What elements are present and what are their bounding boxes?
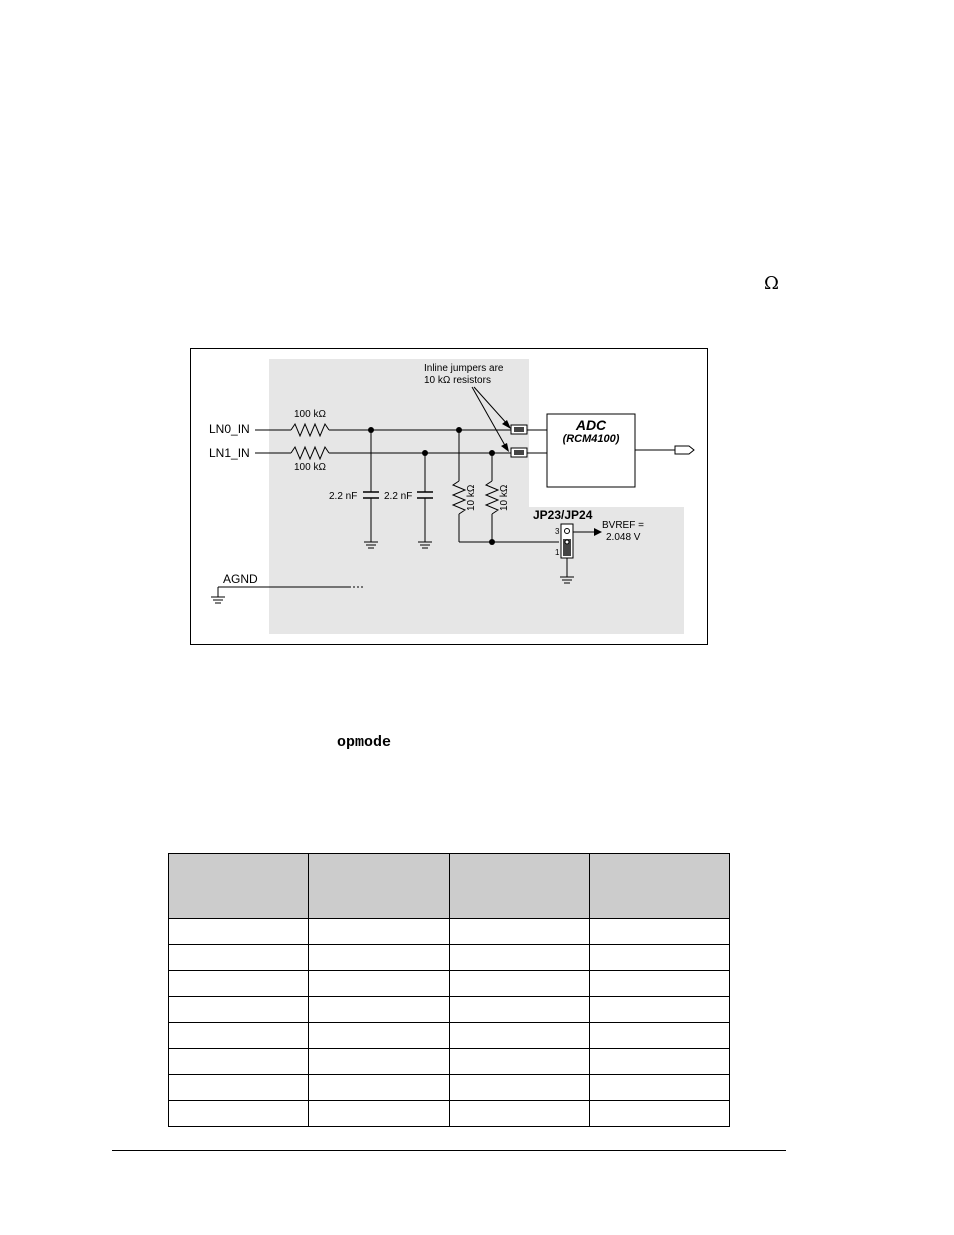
table-row [169, 1101, 730, 1127]
cap1-label: 2.2 nF [329, 491, 358, 502]
table-cell [589, 1023, 729, 1049]
table-cell [169, 1101, 309, 1127]
table-cell [589, 945, 729, 971]
table-cell [309, 997, 449, 1023]
table-cell [169, 997, 309, 1023]
table-cell [309, 1023, 449, 1049]
header-pin-2 [565, 540, 569, 544]
cap2-label: 2.2 nF [384, 491, 413, 502]
table-row [169, 1023, 730, 1049]
table-row [169, 971, 730, 997]
inline-jumper-ln1-shunt [514, 450, 524, 455]
table-cell [169, 919, 309, 945]
circuit-diagram [191, 349, 709, 646]
ln0-in-label: LN0_IN [209, 422, 250, 436]
table-header-cell [169, 854, 309, 919]
footer-rule [112, 1150, 786, 1151]
table-header-cell [449, 854, 589, 919]
table-row [169, 919, 730, 945]
resistor-ln1-label: 100 kΩ [294, 462, 326, 473]
bvref-label-line1: BVREF = [602, 520, 644, 531]
junction-dot [489, 539, 495, 545]
table-cell [589, 971, 729, 997]
adc-output-connector [675, 446, 694, 454]
bvref-label-line2: 2.048 V [606, 532, 641, 543]
table-cell [309, 971, 449, 997]
ln1-in-label: LN1_IN [209, 446, 250, 460]
table-cell [449, 1049, 589, 1075]
table-cell [309, 1101, 449, 1127]
table-cell [589, 1075, 729, 1101]
adc-title: ADC [575, 417, 607, 433]
adc-circuit-figure [190, 348, 708, 645]
table-cell [589, 1101, 729, 1127]
header-pin-3 [565, 529, 570, 534]
table-cell [309, 919, 449, 945]
table-cell [449, 971, 589, 997]
opmode-table [168, 853, 730, 1127]
table-row [169, 945, 730, 971]
table-cell [309, 1049, 449, 1075]
table-cell [449, 997, 589, 1023]
table-cell [449, 919, 589, 945]
table-cell [169, 971, 309, 997]
agnd-label: AGND [223, 572, 258, 586]
opmode-code-term: opmode [337, 734, 392, 751]
table-cell [449, 945, 589, 971]
table-header-cell [589, 854, 729, 919]
pin-1-label: 1 [555, 548, 560, 557]
jumper-note-line1: Inline jumpers are [424, 363, 504, 374]
omega-symbol: Ω [764, 273, 779, 294]
jumper-header-label: JP23/JP24 [533, 508, 593, 522]
jumper-note-line2: 10 kΩ resistors [424, 375, 491, 386]
table-row [169, 1075, 730, 1101]
table-cell [309, 1075, 449, 1101]
table-cell [169, 1075, 309, 1101]
table-cell [589, 997, 729, 1023]
table-cell [169, 1023, 309, 1049]
table-cell [169, 945, 309, 971]
table-header-row [169, 854, 730, 919]
table-header-cell [309, 854, 449, 919]
inline-jumper-ln0-shunt [514, 427, 524, 432]
resistor-ln0-label: 100 kΩ [294, 409, 326, 420]
table-cell [449, 1023, 589, 1049]
table-cell [309, 945, 449, 971]
ground-symbol [211, 597, 225, 603]
adc-subtitle: (RCM4100) [562, 433, 620, 445]
resistor-div2-label: 10 kΩ [499, 484, 510, 511]
table-row [169, 1049, 730, 1075]
table-cell [449, 1101, 589, 1127]
table-cell [589, 1049, 729, 1075]
table-row [169, 997, 730, 1023]
pin-3-label: 3 [555, 527, 560, 536]
resistor-div1-label: 10 kΩ [466, 484, 477, 511]
table-cell [169, 1049, 309, 1075]
table-cell [589, 919, 729, 945]
table-cell [449, 1075, 589, 1101]
